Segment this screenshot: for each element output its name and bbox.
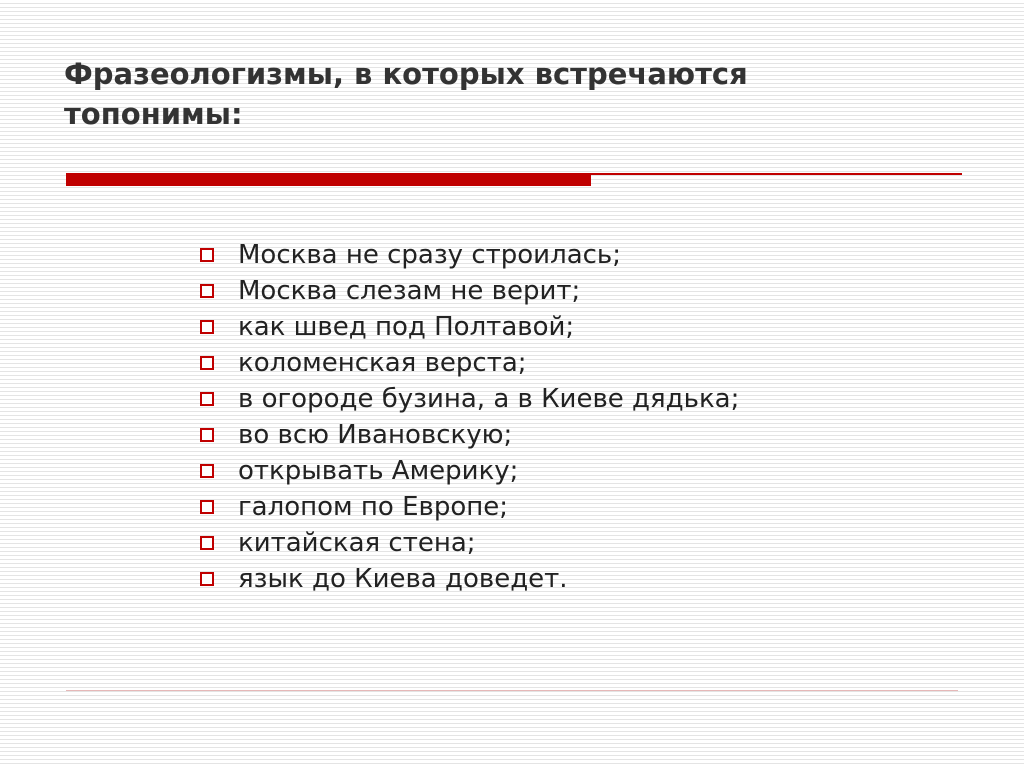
list-item-text: китайская стена; (238, 528, 476, 558)
phraseology-list (200, 237, 739, 597)
list-item (200, 561, 739, 597)
list-item (200, 489, 739, 525)
title-divider-thin (591, 173, 962, 175)
list-item-text: галопом по Европе; (238, 492, 508, 522)
hollow-square-icon (200, 284, 214, 298)
list-item-text: Москва не сразу строилась; (238, 240, 622, 270)
slide-title-line-2: топонимы: (64, 97, 243, 131)
list-item (200, 417, 739, 453)
hollow-square-icon (200, 464, 214, 478)
hollow-square-icon (200, 572, 214, 586)
title-divider-thick (66, 173, 591, 186)
slide-title (64, 54, 964, 134)
hollow-square-icon (200, 356, 214, 370)
hollow-square-icon (200, 320, 214, 334)
list-item (200, 309, 739, 345)
list-item-text: в огороде бузина, а в Киеве дядька; (238, 384, 740, 414)
list-item-text: Москва слезам не верит; (238, 276, 581, 306)
footer-divider (66, 690, 958, 691)
list-item (200, 525, 739, 561)
list-item-text: язык до Киева доведет. (238, 564, 568, 594)
list-item (200, 273, 739, 309)
hollow-square-icon (200, 392, 214, 406)
hollow-square-icon (200, 500, 214, 514)
list-item (200, 237, 739, 273)
list-item-text: коломенская верста; (238, 348, 527, 378)
list-item-text: открывать Америку; (238, 456, 519, 486)
list-item (200, 453, 739, 489)
slide-title-line-1: Фразеологизмы, в которых встречаются (64, 57, 748, 91)
list-item-text: во всю Ивановскую; (238, 420, 513, 450)
hollow-square-icon (200, 248, 214, 262)
hollow-square-icon (200, 428, 214, 442)
hollow-square-icon (200, 536, 214, 550)
list-item-text: как швед под Полтавой; (238, 312, 575, 342)
list-item (200, 345, 739, 381)
list-item (200, 381, 739, 417)
